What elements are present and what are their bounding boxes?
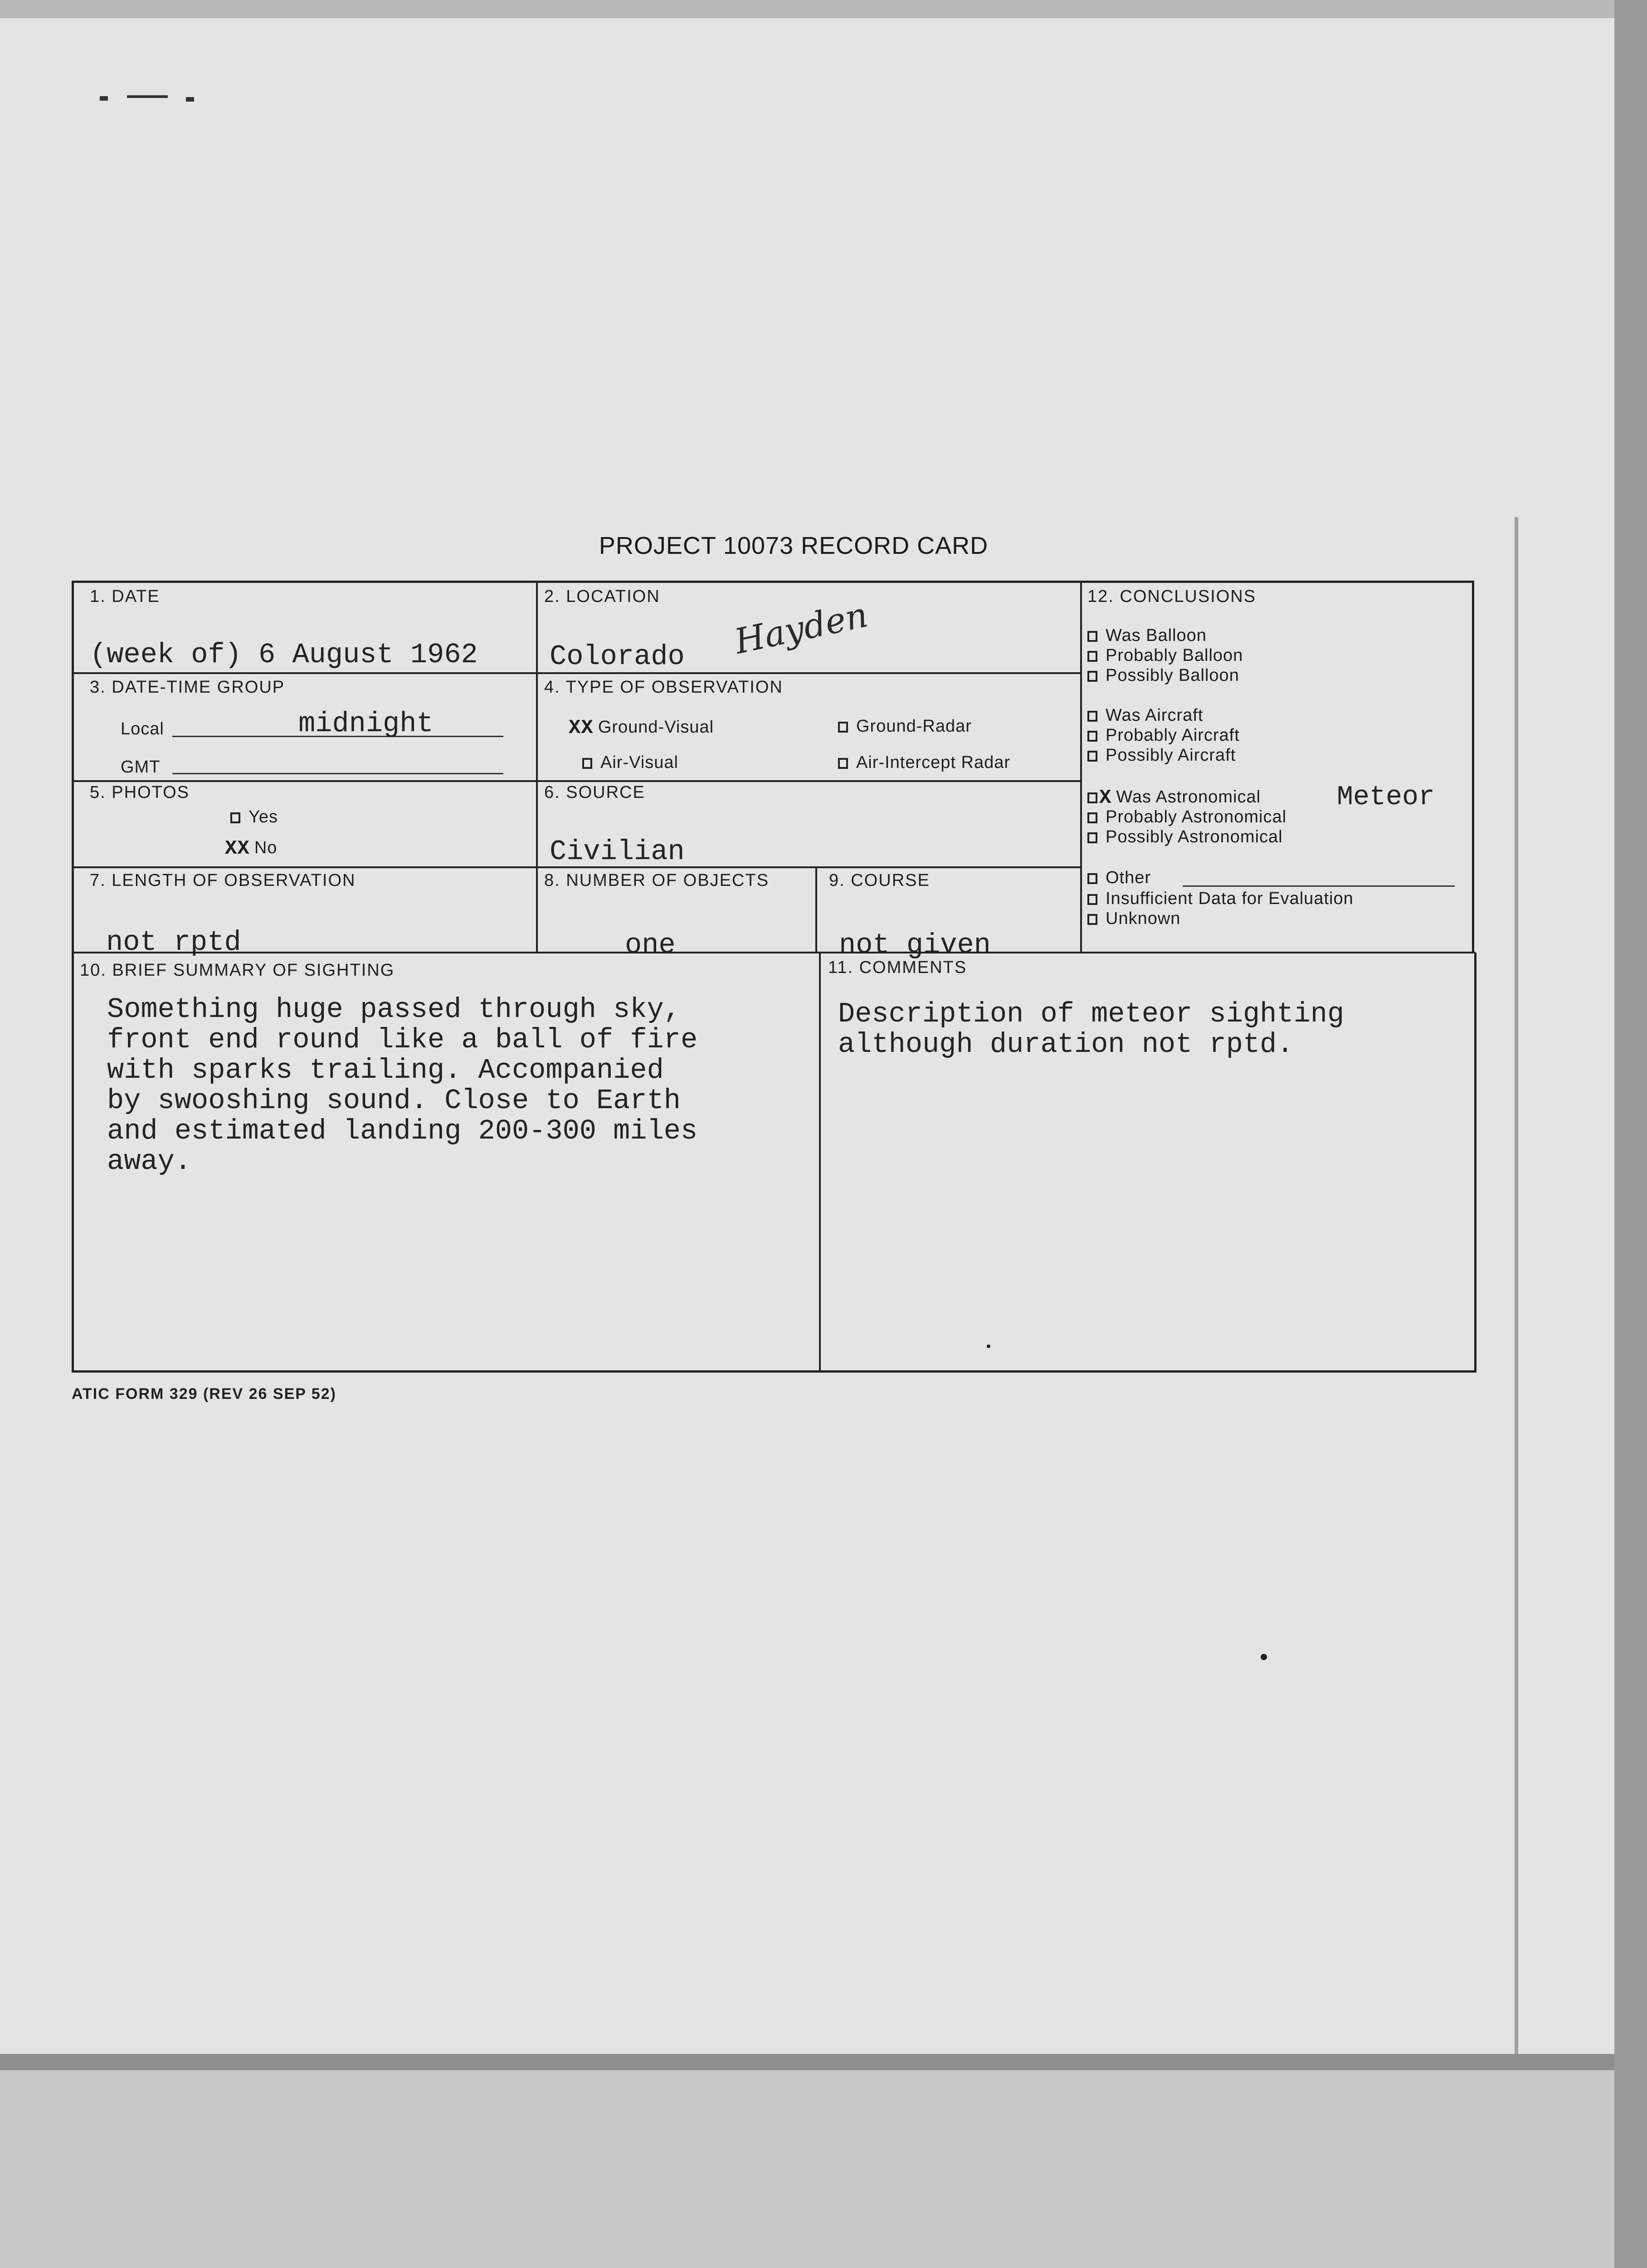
location-label: 2. LOCATION	[544, 587, 660, 606]
checkbox-icon	[1087, 832, 1097, 843]
checked-x-mark: XX	[569, 717, 594, 739]
source-label: 6. SOURCE	[544, 783, 645, 802]
scan-right-edge	[1614, 0, 1647, 2268]
option-air-visual[interactable]: Air-Visual	[582, 753, 678, 772]
divider-col-1	[536, 581, 538, 953]
checkbox-icon	[230, 812, 240, 823]
divider-col-2	[1080, 581, 1082, 953]
conclusion-was-astronomical[interactable]: X Was Astronomical	[1087, 787, 1261, 809]
conclusion-possibly-astronomical[interactable]: Possibly Astronomical	[1087, 827, 1283, 847]
option-ground-radar[interactable]: Ground-Radar	[838, 717, 972, 736]
checkbox-icon	[1087, 914, 1097, 925]
course-value: not given	[839, 929, 991, 961]
divider-row-4	[72, 952, 1475, 953]
checkbox-icon	[838, 722, 848, 733]
checked-x-mark: X	[1099, 787, 1112, 809]
photos-label: 5. PHOTOS	[90, 783, 190, 802]
form-number-footer: ATIC FORM 329 (REV 26 SEP 52)	[72, 1385, 336, 1403]
corner-pen-mark	[100, 95, 195, 102]
conclusion-was-aircraft[interactable]: Was Aircraft	[1087, 706, 1203, 725]
conclusion-other[interactable]: Other	[1087, 868, 1151, 888]
underlying-sheet-edge	[1515, 517, 1518, 2059]
summary-line: front end round like a ball of fire	[107, 1024, 698, 1056]
summary-line: Something huge passed through sky,	[107, 993, 681, 1026]
checkbox-icon	[1087, 792, 1097, 803]
option-ground-visual[interactable]: XX Ground-Visual	[569, 717, 714, 739]
summary-line: and estimated landing 200-300 miles	[107, 1115, 698, 1147]
location-value: Colorado	[550, 640, 685, 673]
date-value: (week of) 6 August 1962	[90, 639, 478, 671]
divider-summary-comments	[819, 953, 821, 1372]
checkbox-icon	[1087, 711, 1097, 722]
checkbox-icon	[1087, 812, 1097, 823]
checkbox-icon	[582, 758, 592, 769]
other-underline	[1183, 885, 1455, 887]
option-air-intercept-radar[interactable]: Air-Intercept Radar	[838, 753, 1010, 772]
conclusion-was-balloon[interactable]: Was Balloon	[1087, 626, 1207, 645]
checkbox-icon	[1087, 894, 1097, 905]
brief-summary-label: 10. BRIEF SUMMARY OF SIGHTING	[80, 961, 395, 980]
date-time-group-label: 3. DATE-TIME GROUP	[90, 678, 285, 697]
checkbox-icon	[1087, 751, 1097, 762]
gmt-underline	[172, 773, 503, 774]
summary-line: with sparks trailing. Accompanied	[107, 1054, 664, 1086]
checkbox-icon	[1087, 671, 1097, 682]
checkbox-icon	[1087, 631, 1097, 642]
length-of-observation-label: 7. LENGTH OF OBSERVATION	[90, 871, 356, 890]
conclusion-probably-astronomical[interactable]: Probably Astronomical	[1087, 807, 1286, 827]
conclusion-probably-aircraft[interactable]: Probably Aircraft	[1087, 726, 1240, 745]
comments-line: although duration not rptd.	[838, 1028, 1294, 1061]
conclusion-possibly-balloon[interactable]: Possibly Balloon	[1087, 666, 1239, 685]
conclusion-note-meteor: Meteor	[1337, 782, 1435, 813]
card-border-top	[72, 581, 1473, 583]
checked-x-mark: XX	[225, 837, 250, 860]
card-title: PROJECT 10073 RECORD CARD	[599, 532, 989, 559]
conclusion-possibly-aircraft[interactable]: Possibly Aircraft	[1087, 746, 1236, 765]
summary-line: by swooshing sound. Close to Earth	[107, 1085, 681, 1117]
checkbox-icon	[1087, 651, 1097, 662]
paper-speck	[1261, 1654, 1267, 1660]
checkbox-icon	[1087, 731, 1097, 742]
conclusion-insufficient-data[interactable]: Insufficient Data for Evaluation	[1087, 889, 1354, 909]
local-label: Local	[121, 719, 164, 738]
conclusions-label: 12. CONCLUSIONS	[1087, 587, 1257, 606]
location-handwritten: Hayden	[731, 594, 872, 662]
scan-top-edge	[0, 0, 1647, 18]
card-border-bottom	[72, 1370, 1476, 1373]
gmt-label: GMT	[121, 758, 161, 777]
source-value: Civilian	[550, 836, 685, 868]
card-border-right-lower	[1474, 953, 1476, 1373]
checkbox-icon	[1087, 873, 1097, 884]
local-value: midnight	[298, 708, 434, 740]
divider-row-2	[72, 780, 1081, 782]
conclusion-probably-balloon[interactable]: Probably Balloon	[1087, 646, 1243, 665]
number-of-objects-value: one	[625, 929, 676, 961]
card-border-right-upper	[1472, 581, 1474, 953]
card-border-left	[72, 581, 74, 1373]
option-photos-yes[interactable]: Yes	[230, 807, 278, 827]
paper-speck	[987, 1344, 990, 1348]
date-label: 1. DATE	[90, 587, 160, 606]
checkbox-icon	[838, 758, 848, 769]
conclusion-unknown[interactable]: Unknown	[1087, 909, 1180, 929]
length-of-observation-value: not rptd	[106, 926, 241, 958]
number-of-objects-label: 8. NUMBER OF OBJECTS	[544, 871, 770, 890]
course-label: 9. COURSE	[829, 871, 930, 890]
summary-line: away.	[107, 1145, 192, 1178]
paper-bottom-shadow	[0, 2054, 1614, 2070]
record-card	[72, 581, 1476, 1373]
comments-line: Description of meteor sighting	[838, 998, 1345, 1030]
comments-label: 11. COMMENTS	[828, 958, 967, 977]
background-surface	[0, 2070, 1614, 2268]
brief-summary-text	[107, 994, 697, 1177]
divider-objects-course	[815, 867, 817, 953]
type-of-observation-label: 4. TYPE OF OBSERVATION	[544, 678, 783, 697]
option-photos-no[interactable]: XX No	[225, 837, 278, 860]
comments-text	[838, 999, 1344, 1060]
